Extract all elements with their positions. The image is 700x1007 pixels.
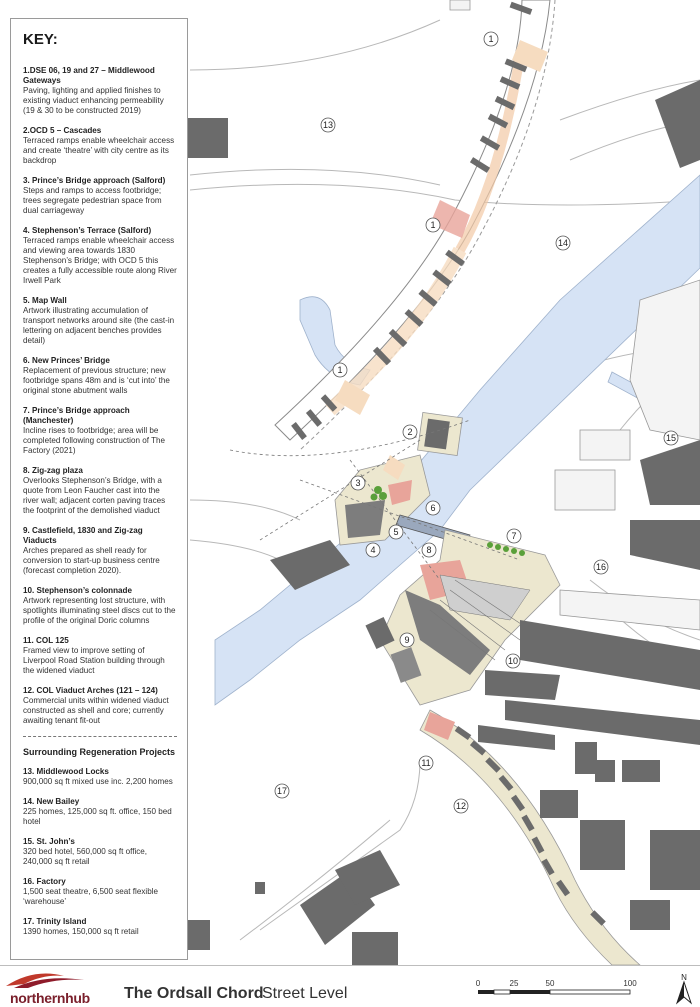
key-item <box>23 176 177 216</box>
key-item-desc: Artwork illustrating accumulation of transport networks around site (the cast-in lettering on adjacent benches provides detail) <box>23 306 175 345</box>
key-item <box>23 636 177 676</box>
callout-17 <box>275 784 289 798</box>
north-label: N <box>681 973 687 982</box>
key-item-title: 4. Stephenson’s Terrace (Salford) <box>23 226 152 235</box>
surrounding-item <box>23 767 177 787</box>
footer-title-bar <box>0 965 700 1007</box>
key-panel <box>10 18 188 960</box>
key-item-title: 12. COL Viaduct Arches (121 – 124) <box>23 686 158 695</box>
callout-6 <box>426 501 440 515</box>
callout-7 <box>507 529 521 543</box>
surrounding-item <box>23 917 177 937</box>
key-item <box>23 66 177 116</box>
key-item-title: 10. Stephenson’s colonnade <box>23 586 132 595</box>
key-item <box>23 356 177 396</box>
svg-text:11: 11 <box>421 758 431 768</box>
scale-label: 0 <box>475 979 481 988</box>
svg-text:4: 4 <box>370 545 376 555</box>
callout-10 <box>506 654 520 668</box>
key-item-desc: Incline rises to footbridge; area will be completed following construction of The Factory (2021) <box>23 426 166 455</box>
svg-text:1: 1 <box>337 365 343 375</box>
key-item-desc: Replacement of previous structure; new footbridge spans 48m and is ‘cut into’ the original stone abutment walls <box>23 366 170 395</box>
key-item-title: 11. COL 125 <box>23 636 69 645</box>
key-item-title: 2.OCD 5 – Cascades <box>23 126 102 135</box>
callout-11 <box>419 756 433 770</box>
callout-3 <box>351 476 365 490</box>
key-item <box>23 296 177 346</box>
drawing-subtitle: Street Level <box>262 985 348 1002</box>
key-item-title: 9. Castlefield, 1830 and Zig-zag Viaducts <box>23 526 143 545</box>
scale-label: 50 <box>545 979 555 988</box>
svg-text:9: 9 <box>404 635 410 645</box>
svg-text:2: 2 <box>407 427 413 437</box>
key-item-title: 8. Zig-zag plaza <box>23 466 83 475</box>
scale-bar <box>470 974 640 1004</box>
svg-text:7: 7 <box>511 531 517 541</box>
callout-9 <box>400 633 414 647</box>
surrounding-item <box>23 797 177 827</box>
key-item-title: 15. St. John’s <box>23 837 75 846</box>
svg-text:10: 10 <box>507 656 519 666</box>
callout-1c <box>333 363 347 377</box>
key-item-title: 1.DSE 06, 19 and 27 – Middlewood Gateways <box>23 66 155 85</box>
callout-5 <box>389 525 403 539</box>
callout-1b <box>426 218 440 232</box>
callout-13 <box>321 118 335 132</box>
svg-text:13: 13 <box>322 120 334 130</box>
key-item-desc: Terraced ramps enable wheelchair access and create ‘theatre’ with city centre as its backdrop <box>23 136 175 165</box>
key-item <box>23 226 177 286</box>
key-item-desc: 1,500 seat theatre, 6,500 seat flexible ‘warehouse’ <box>23 887 158 906</box>
key-item <box>23 526 177 576</box>
svg-text:1: 1 <box>430 220 436 230</box>
callout-1a <box>484 32 498 46</box>
key-item-title: 16. Factory <box>23 877 66 886</box>
swoosh-icon <box>4 968 114 990</box>
surrounding-item <box>23 837 177 867</box>
scale-label: 100 <box>623 979 637 988</box>
north-arrow-icon <box>672 971 696 1005</box>
key-item-desc: 1390 homes, 150,000 sq ft retail <box>23 927 139 936</box>
svg-text:14: 14 <box>557 238 569 248</box>
key-item-title: 17. Trinity Island <box>23 917 87 926</box>
northern-hub-logo <box>4 968 114 1006</box>
surrounding-heading: Surrounding Regeneration Projects <box>23 747 176 757</box>
key-item-desc: Commercial units within widened viaduct constructed as shell and core; currently awaiting tenant fit-out <box>23 696 169 725</box>
callout-15 <box>664 431 678 445</box>
svg-text:12: 12 <box>455 801 467 811</box>
logo-text-northern: northern <box>10 990 66 1006</box>
key-title: KEY: <box>23 31 58 48</box>
key-item-title: 7. Prince’s Bridge approach (Manchester) <box>23 406 130 425</box>
key-item-title: 5. Map Wall <box>23 296 67 305</box>
drawing-title: The Ordsall Chord <box>124 985 264 1002</box>
key-item-desc: 225 homes, 125,000 sq ft. office, 150 bed hotel <box>23 807 172 826</box>
logo-text-hub: hub <box>65 990 90 1006</box>
cascades-area <box>418 412 463 455</box>
key-item-title: 6. New Princes’ Bridge <box>23 356 110 365</box>
key-divider <box>23 736 177 737</box>
callout-14 <box>556 236 570 250</box>
key-item <box>23 586 177 626</box>
surrounding-item <box>23 877 177 907</box>
callout-8 <box>422 543 436 557</box>
logo-text <box>10 990 90 1006</box>
key-item <box>23 466 177 516</box>
key-item-desc: Paving, lighting and applied finishes to existing viaduct enhancing permeability (19 & 30 to be constructed 2019) <box>23 86 164 115</box>
callout-2 <box>403 425 417 439</box>
key-item-desc: 900,000 sq ft mixed use inc. 2,200 homes <box>23 777 173 786</box>
svg-text:16: 16 <box>595 562 607 572</box>
key-item <box>23 126 177 166</box>
key-item-desc: Overlooks Stephenson’s Bridge, with a quote from Leon Faucher cast into the river wall; adjacent corten paving traces the footprint of the demolished viaduct <box>23 476 166 515</box>
key-item-title: 14. New Bailey <box>23 797 80 806</box>
callout-4 <box>366 543 380 557</box>
scale-label: 25 <box>509 979 519 988</box>
key-item-title: 3. Prince’s Bridge approach (Salford) <box>23 176 166 185</box>
svg-text:8: 8 <box>426 545 432 555</box>
svg-text:3: 3 <box>355 478 361 488</box>
svg-text:15: 15 <box>665 433 677 443</box>
callout-12 <box>454 799 468 813</box>
callout-16 <box>594 560 608 574</box>
key-item-desc: Framed view to improve setting of Liverpool Road Station building through the widened viaduct <box>23 646 165 675</box>
key-item-desc: 320 bed hotel, 560,000 sq ft office, 240,000 sq ft retail <box>23 847 148 866</box>
key-item-desc: Arches prepared as shell ready for conversion to start-up business centre (forecast completion 2020). <box>23 546 160 575</box>
svg-text:17: 17 <box>276 786 288 796</box>
svg-text:5: 5 <box>393 527 399 537</box>
key-item <box>23 686 177 726</box>
key-item-title: 13. Middlewood Locks <box>23 767 109 776</box>
key-item-desc: Artwork representing lost structure, with spotlights illuminating steel discs cut to the profile of the original Doric columns <box>23 596 176 625</box>
key-item <box>23 406 177 456</box>
key-item-desc: Terraced ramps enable wheelchair access and viewing area towards 1830 Stephenson’s Bridge; with OCD 5 this creates a fully accessible route along River Irwell Park <box>23 236 177 285</box>
svg-text:6: 6 <box>430 503 436 513</box>
svg-text:1: 1 <box>488 34 494 44</box>
key-item-desc: Steps and ramps to access footbridge; trees segregate pedestrian space from dual carriageway <box>23 186 162 215</box>
callout-1d <box>467 710 472 720</box>
